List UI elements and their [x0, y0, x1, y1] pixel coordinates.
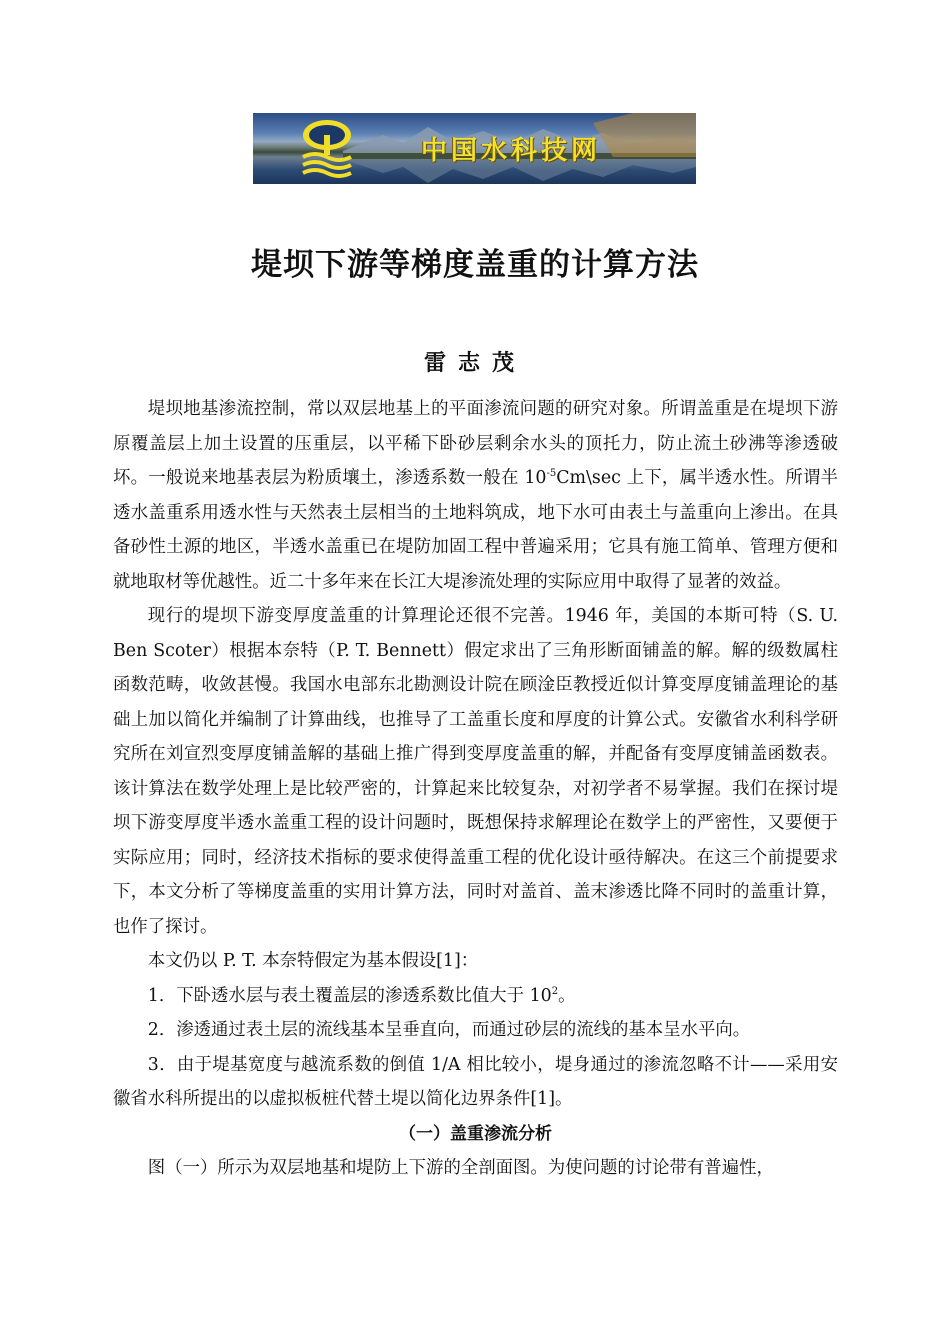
- paragraph-1-text-b: Cm\sec 上下，属半透水性。所谓半透水盖重系用透水性与天然表土层相当的土地料筑成，地下水可由表土与盖重向上渗出。在具备砂性土源的地区，半透水盖重已在堤防加固工程中普遍采用；它具有施工简单、管理方便和就地取材等优越性。近二十多年来在长江大堤渗流处理的实际应用中取得了显著的效益。: [113, 468, 838, 592]
- paragraph-3: 本文仍以 P. T. 本奈特假定为基本假设[1]：: [147, 951, 479, 971]
- tree-water-logo-icon: [303, 120, 351, 176]
- site-banner: [253, 113, 696, 184]
- assumption-3: 3．由于堤基宽度与越流系数的倒值 1/A 相比较小，堤身通过的渗流忽略不计——采用安徽省水科所提出的以虚拟板桩代替土堤以简化边界条件[1]。: [113, 1054, 838, 1109]
- paragraph-2: 现行的堤坝下游变厚度盖重的计算理论还很不完善。1946 年，美国的本斯可特（S. U. Ben Scoter）根据本奈特（P. T. Bennett）假定求出了三角形断面铺盖的解。解的级数属柱函数范畴，收敛甚慢。我国水电部东北勘测设计院在顾淦臣教授近似计算变厚度铺盖理论的基础上加以简化并编制了计算曲线，也推导了工盖重长度和厚度的计算公式。安徽省水利科学研究所在刘宣烈变厚度铺盖解的基础上推广得到变厚度盖重的解，并配备有变厚度铺盖函数表。该计算法在数学处理上是比较严密的，计算起来比较复杂，对初学者不易掌握。我们在探讨堤坝下游变厚度半透水盖重工程的设计问题时，既想保持求解理论在数学上的严密性，又要便于实际应用；同时，经济技术指标的要求使得盖重工程的优化设计亟待解决。在这三个前提要求下，本文分析了等梯度盖重的实用计算方法，同时对盖首、盖末渗透比降不同时的盖重计算，也作了探讨。: [113, 606, 838, 937]
- assumption-1: [113, 979, 838, 1014]
- exponent: 2: [551, 985, 559, 997]
- assumption-1-end: 。: [558, 985, 576, 1006]
- section-heading: （一）盖重渗流分析: [399, 1123, 552, 1144]
- assumption-1-text: 1．下卧透水层与表土覆盖层的渗透系数比值大于 10: [147, 985, 552, 1006]
- page-title: 堤坝下游等梯度盖重的计算方法: [251, 247, 699, 283]
- paragraph-4: 图（一）所示为双层地基和堤防上下游的全剖面图。为使问题的讨论带有普遍性，: [147, 1158, 774, 1178]
- author-name: 雷志茂: [423, 350, 526, 376]
- paragraph-1-text-a: 堤坝地基渗流控制，常以双层地基上的平面渗流问题的研究对象。所谓盖重是在堤坝下游原覆盖层上加土设置的压重层，以平稀下卧砂层剩余水头的顶托力，防止流土砂沸等渗透破坏。一般说来地基表层为粉质壤土，渗透系数一般在 10: [113, 399, 838, 488]
- paragraph-1: [113, 392, 838, 599]
- article-body: [113, 392, 838, 1186]
- site-name: 中国水科技网: [421, 136, 602, 166]
- assumption-2: 2．渗透通过表土层的流线基本呈垂直向，而通过砂层的流线的基本呈水平向。: [147, 1020, 751, 1040]
- exponent: -5: [546, 468, 557, 479]
